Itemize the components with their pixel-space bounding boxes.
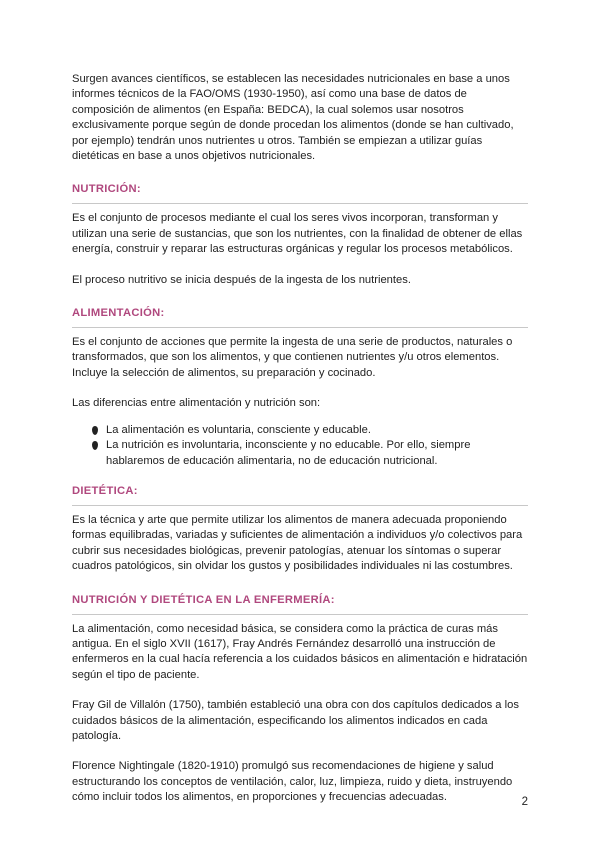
- list-item-text: La nutrición es involuntaria, inconsciente y no educable. Por ello, siempre hablaremos de educación alimentaria, no de educación nutricional.: [106, 439, 471, 467]
- enfermeria-paragraph-1: La alimentación, como necesidad básica, se considera como la práctica de curas más antigua. En el siglo XVII (1617), Fray Andrés Fernández desarrolló una instrucción de enfermeros en la cual hacía referencia a los cuidados básicos en alimentación e hidratación según el tipo de paciente.: [72, 622, 528, 681]
- enfermeria-paragraph-2: Fray Gil de Villalón (1750), también estableció una obra con dos capítulos dedicados a los cuidados básicos de la alimentación, especificando los alimentos indicados en cada patología.: [72, 699, 519, 742]
- heading-enfermeria: NUTRICIÓN Y DIETÉTICA EN LA ENFERMERÍA:: [72, 593, 335, 606]
- heading-alimentacion: ALIMENTACIÓN:: [72, 307, 165, 320]
- alimentacion-definition: Es el conjunto de acciones que permite la ingesta de una serie de productos, naturales o transformados, que son los alimentos, y que contienen nutrientes y/u otros elementos. Incluye la selección de alimentos, su preparación y cocinado.: [72, 336, 513, 379]
- enfermeria-paragraph-3: Florence Nightingale (1820-1910) promulgó sus recomendaciones de higiene y salud estructurando los conceptos de ventilación, calor, luz, limpieza, ruido y dieta, instruyendo cómo incluir todos los alimentos, en proporciones y frecuencias adecuadas.: [72, 760, 513, 804]
- bullet-icon: [92, 441, 98, 450]
- heading-nutricion: NUTRICIÓN:: [72, 183, 141, 196]
- intro-paragraph: Surgen avances científicos, se establecen las necesidades nutricionales en base a unos informes técnicos de la FAO/OMS (1930-1950), así como una base de datos de composición de alimentos (en España: BEDCA), la cual solemos usar nosotros exclusivamente porque según de donde procedan los alimentos (donde se han cultivado, por ejemplo) tendrán unos nutrientes u otros. También se empiezan a utilizar guías dietéticas en base a unos objetivos nutricionales.: [72, 73, 514, 163]
- heading-dietetica: DIETÉTICA:: [72, 484, 138, 497]
- differences-list: [72, 423, 528, 469]
- page-number: 2: [521, 796, 528, 808]
- divider-enfermeria: [72, 614, 528, 615]
- dietetica-definition: Es la técnica y arte que permite utilizar los alimentos de manera adecuada proponiendo formas equilibradas, variadas y suficientes de alimentación a individuos y/o colectivos para cubrir sus necesidades biológicas, prevenir patologías, atenuar los síntomas o superar cuadros patológicos, sin olvidar los gustos y posibilidades individuales ni las costumbres.: [72, 513, 523, 573]
- list-item: [92, 423, 528, 438]
- alimentacion-differences-intro: Las diferencias entre alimentación y nutrición son:: [72, 397, 321, 410]
- divider-nutricion: [72, 203, 528, 204]
- nutricion-definition: Es el conjunto de procesos mediante el cual los seres vivos incorporan, transforman y utilizan una serie de sustancias, que son los nutrientes, con la finalidad de obtener de ellas energía, construir y reparar las estructuras orgánicas y regular los procesos metabólicos.: [72, 212, 523, 256]
- nutricion-note: El proceso nutritivo se inicia después de la ingesta de los nutrientes.: [72, 273, 411, 286]
- document-page: [72, 72, 528, 806]
- list-item-text: La alimentación es voluntaria, consciente y educable.: [106, 423, 371, 436]
- divider-dietetica: [72, 505, 528, 506]
- bullet-icon: [92, 426, 98, 435]
- divider-alimentacion: [72, 327, 528, 328]
- list-item: [92, 438, 528, 469]
